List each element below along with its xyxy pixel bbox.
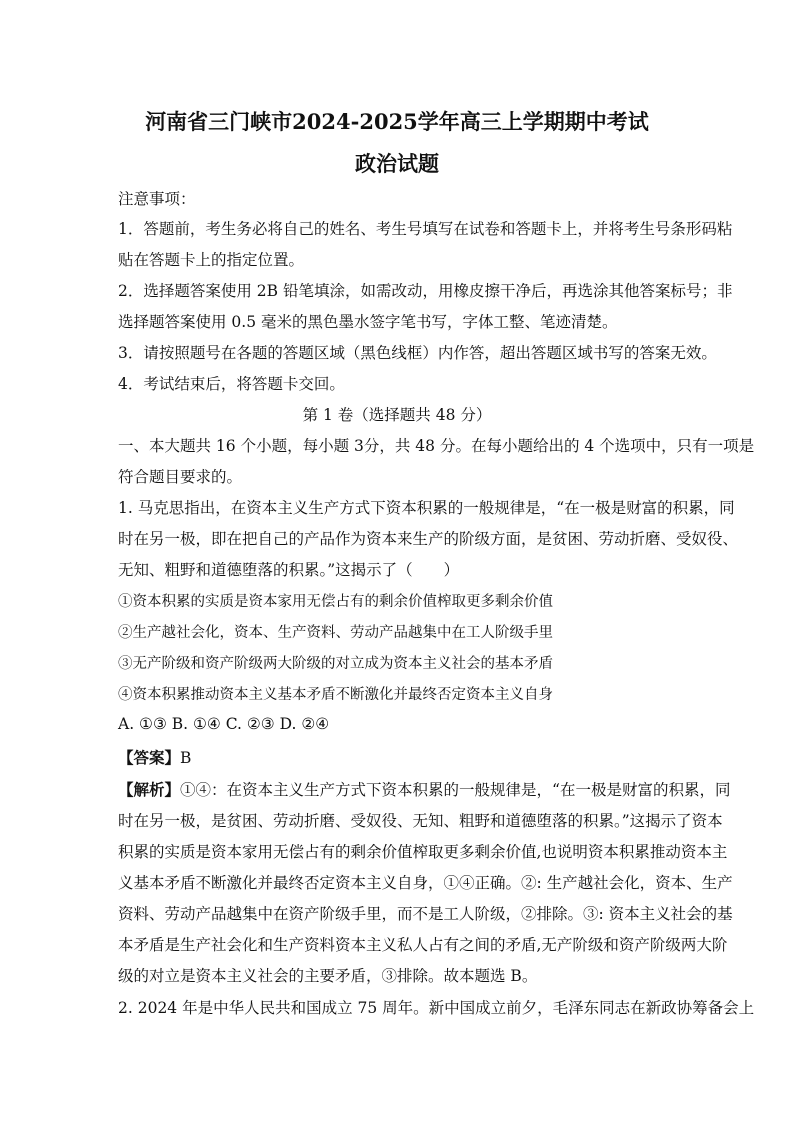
section-instruction: 符合题目要求的。 — [118, 468, 243, 486]
q1-analysis-line: 时在另一极，是贫困、劳动折磨、受奴役、无知、粗野和道德堕落的积累。”这揭示了资本 — [118, 812, 723, 830]
q1-stem-line: 时在另一极，即在把自己的产品作为资本来生产的阶级方面，是贫困、劳动折磨、受奴役、 — [118, 530, 739, 548]
q1-analysis-line: 义基本矛盾不断激化并最终否定资本主义自身，①④正确。②: 生产越社会化，资本、生产 — [118, 874, 733, 892]
q1-options: A. ①③ B. ①④ C. ②③ D. ②④ — [118, 715, 330, 733]
note-line: 3．请按照题号在各题的答题区域（黑色线框）内作答，超出答题区域书写的答案无效。 — [118, 344, 717, 362]
q1-analysis-line: 本矛盾是生产社会化和生产资料资本主义私人占有之间的矛盾,无产阶级和资产阶级两大阶 — [118, 936, 728, 954]
analysis-label: 【解析】 — [118, 780, 181, 799]
answer-label: 【答案】 — [118, 748, 181, 767]
q1-statement: ①资本积累的实质是资本家用无偿占有的剩余价值榨取更多剩余价值 — [118, 594, 553, 610]
note-line: 2．选择题答案使用 2B 铅笔填涂，如需改动，用橡皮擦干净后，再选涂其他答案标号；非 — [118, 282, 733, 300]
section-instruction: 一、本大题共 16 个小题，每小题 3分，共 48 分。在每小题给出的 4 个选项中，只有一项是 — [118, 437, 755, 455]
answer-value: B — [180, 749, 192, 767]
notes-heading: 注意事项： — [118, 190, 196, 208]
section-title: 第 1 卷（选择题共 48 分） — [302, 406, 492, 424]
q1-stem-line: 无知、粗野和道德堕落的积累。”这揭示了（ ） — [118, 561, 460, 579]
q1-analysis-line: 积累的实质是资本家用无偿占有的剩余价值榨取更多剩余价值,也说明资本积累推动资本主 — [118, 843, 728, 861]
exam-title: 河南省三门峡市2024-2025学年高三上学期期中考试 — [145, 109, 649, 134]
note-line: 4．考试结束后，将答题卡交回。 — [118, 375, 345, 393]
q1-analysis-line — [118, 778, 731, 800]
q1-statement: ②生产越社会化，资本、生产资料、劳动产品越集中在工人阶级手里 — [118, 625, 553, 641]
q1-statement: ④资本积累推动资本主义基本矛盾不断激化并最终否定资本主义自身 — [118, 687, 553, 703]
q1-analysis-line: 级的对立是资本主义社会的主要矛盾，③排除。故本题选 B。 — [118, 967, 538, 985]
q1-answer — [118, 746, 678, 768]
q1-stem-line: 1. 马克思指出，在资本主义生产方式下资本积累的一般规律是，“在一极是财富的积累，同 — [118, 499, 735, 517]
note-line: 1．答题前，考生务必将自己的姓名、考生号填写在试卷和答题卡上，并将考生号条形码粘 — [118, 220, 733, 238]
q2-stem-line: 2. 2024 年是中华人民共和国成立 75 周年。新中国成立前夕，毛泽东同志在新政协筹备会上 — [118, 999, 755, 1017]
analysis-text: ①④：在资本主义生产方式下资本积累的一般规律是，“在一极是财富的积累，同 — [180, 781, 731, 799]
note-line: 贴在答题卡上的指定位置。 — [118, 251, 305, 269]
q1-statement: ③无产阶级和资产阶级两大阶级的对立成为资本主义社会的基本矛盾 — [118, 656, 553, 672]
exam-subtitle: 政治试题 — [355, 151, 439, 176]
note-line: 选择题答案使用 0.5 毫米的黑色墨水签字笔书写，字体工整、笔迹清楚。 — [118, 313, 618, 331]
q1-analysis-line: 资料、劳动产品越集中在资产阶级手里，而不是工人阶级，②排除。③: 资本主义社会的基 — [118, 905, 733, 923]
